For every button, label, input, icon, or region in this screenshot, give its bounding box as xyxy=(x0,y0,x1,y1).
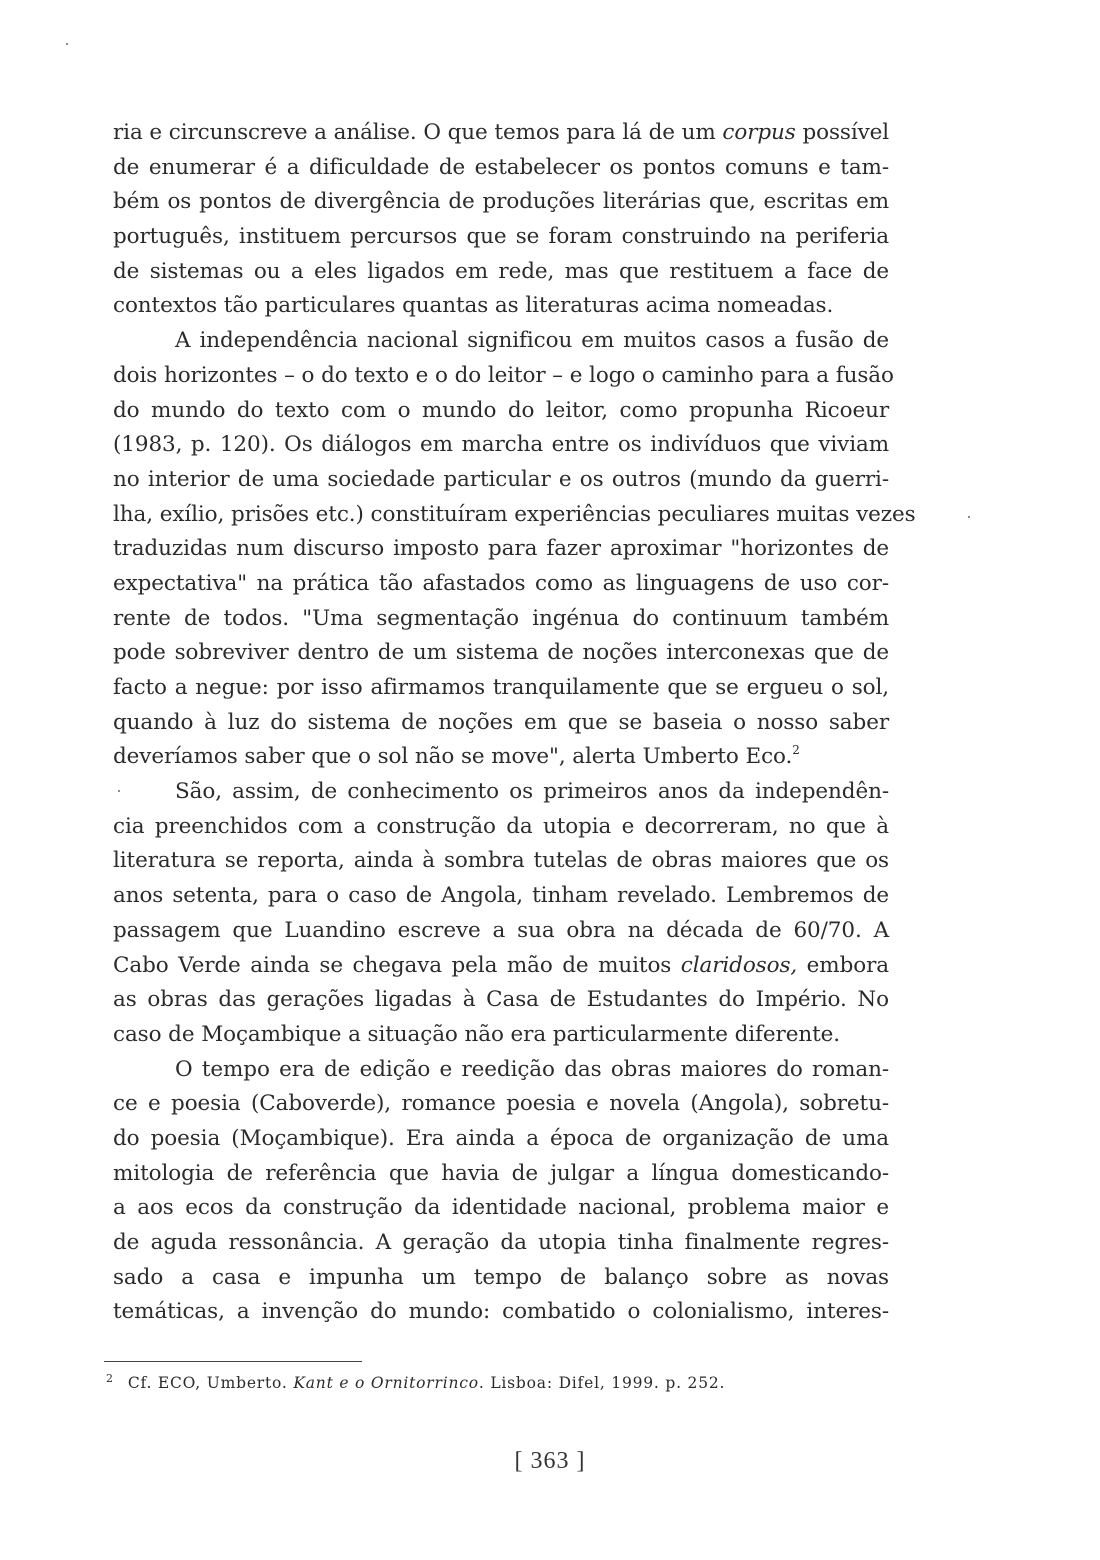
text-line xyxy=(113,567,889,602)
italic-run: corpus xyxy=(722,120,796,145)
paragraph xyxy=(113,324,916,775)
text-line xyxy=(113,151,889,186)
footnote-text-before: Cf. ECO, Umberto. xyxy=(127,1374,294,1392)
text-run: facto a negue: por isso afirmamos tranquilamente que se ergueu o sol, xyxy=(113,675,889,700)
text-line xyxy=(113,220,889,255)
footnote-rule xyxy=(104,1361,362,1362)
footnote-title: Kant e o Ornitorrinco xyxy=(293,1374,479,1392)
text-line xyxy=(113,949,889,984)
text-run: de aguda ressonância. A geração da utopia tinha finalmente regres- xyxy=(113,1230,889,1255)
text-run: pode sobreviver dentro de um sistema de noções interconexas que de xyxy=(113,640,889,666)
text-run: A independência nacional significou em muitos casos a fusão de xyxy=(175,328,889,354)
text-run: rente de todos. "Uma segmentação ingénua do continuum também xyxy=(113,605,889,631)
text-line xyxy=(113,116,889,151)
text-line xyxy=(113,706,889,741)
text-line xyxy=(113,185,889,220)
text-run: bém os pontos de divergência de produções literárias que, escritas em xyxy=(113,189,889,215)
text-line xyxy=(113,671,889,706)
text-run: deveríamos saber que o sol não se move", alerta Umberto Eco. xyxy=(113,744,793,770)
footnote-reference: 2 xyxy=(792,743,800,758)
text-line xyxy=(113,1295,889,1330)
footnote-text-after: . Lisboa: Difel, 1999. p. 252. xyxy=(478,1374,726,1392)
text-line xyxy=(113,1053,889,1088)
text-run: de enumerar é a dificuldade de estabelecer os pontos comuns e tam- xyxy=(113,154,889,180)
text-run: traduzidas num discurso imposto para fazer aproximar "horizontes de xyxy=(113,536,889,562)
paragraph xyxy=(113,1053,889,1331)
page-number: [ 363 ] xyxy=(514,1448,586,1474)
text-line xyxy=(113,532,889,567)
text-line xyxy=(113,463,889,498)
footnote xyxy=(106,1372,725,1392)
text-line xyxy=(113,879,889,914)
paragraph xyxy=(113,116,889,324)
text-line xyxy=(113,498,916,533)
text-line xyxy=(113,1191,889,1226)
text-line xyxy=(113,1087,889,1122)
text-line xyxy=(113,324,889,359)
text-run: ria e circunscreve a análise. O que temos para lá de um xyxy=(113,120,723,145)
text-line xyxy=(113,602,889,637)
text-line xyxy=(113,1157,889,1192)
text-line xyxy=(113,428,889,463)
text-line xyxy=(113,1261,889,1296)
text-run: cia preenchidos com a construção da utopia e decorreram, no que à xyxy=(113,813,889,839)
text-line xyxy=(113,359,894,394)
text-run: a aos ecos da construção da identidade nacional, problema maior e xyxy=(113,1195,889,1221)
text-run: ce e poesia (Caboverde), romance poesia e novela (Angola), sobretu- xyxy=(113,1091,889,1117)
text-run: de sistemas ou a eles ligados em rede, mas que restituem a face de xyxy=(113,258,889,284)
text-line xyxy=(113,775,889,810)
text-run: dois horizontes – o do texto e o do leitor – e logo o caminho para a fusão xyxy=(113,362,894,388)
scan-speck xyxy=(66,43,68,45)
text-run: no interior de uma sociedade particular e os outros (mundo da guerri- xyxy=(113,466,889,492)
text-run: embora xyxy=(797,952,889,978)
text-run: possível xyxy=(795,120,890,145)
body-text xyxy=(113,116,916,1330)
text-run: as obras das gerações ligadas à Casa de Estudantes do Império. No xyxy=(113,987,889,1013)
text-line xyxy=(113,636,889,671)
text-line xyxy=(113,394,889,429)
text-run: português, instituem percursos que se foram construindo na periferia xyxy=(113,224,889,250)
text-run: lha, exílio, prisões etc.) constituíram experiências peculiares muitas vezes xyxy=(113,501,916,527)
italic-run: claridosos, xyxy=(680,952,798,978)
text-line xyxy=(113,810,889,845)
scan-speck xyxy=(968,516,970,518)
text-line xyxy=(113,255,889,290)
text-run: caso de Moçambique a situação não era particularmente diferente. xyxy=(113,1021,840,1047)
text-line xyxy=(113,1018,889,1053)
text-run: anos setenta, para o caso de Angola, tinham revelado. Lembremos de xyxy=(113,883,889,909)
text-line xyxy=(113,844,889,879)
text-run: expectativa" na prática tão afastados como as linguagens de uso cor- xyxy=(113,570,889,596)
text-line xyxy=(113,740,889,775)
text-run: sado a casa e impunha um tempo de balanço sobre as novas xyxy=(113,1264,889,1290)
text-line xyxy=(113,983,889,1018)
text-run: do poesia (Moçambique). Era ainda a época de organização de uma xyxy=(113,1125,889,1151)
text-run: passagem que Luandino escreve a sua obra na década de 60/70. A xyxy=(113,917,889,943)
text-run: O tempo era de edição e reedição das obras maiores do roman- xyxy=(175,1056,889,1082)
text-run: literatura se reporta, ainda à sombra tutelas de obras maiores que os xyxy=(113,848,889,874)
text-line xyxy=(113,914,889,949)
footnote-mark: 2 xyxy=(106,1372,114,1385)
text-run: (1983, p. 120). Os diálogos em marcha entre os indivíduos que viviam xyxy=(113,432,889,458)
text-run: São, assim, de conhecimento os primeiros anos da independên- xyxy=(175,779,889,805)
text-run: Cabo Verde ainda se chegava pela mão de muitos xyxy=(113,952,681,978)
text-run: quando à luz do sistema de noções em que se baseia o nosso saber xyxy=(113,709,889,735)
text-run: do mundo do texto com o mundo do leitor, como propunha Ricoeur xyxy=(113,397,889,423)
paragraph xyxy=(113,775,889,1053)
text-run: mitologia de referência que havia de julgar a língua domesticando- xyxy=(113,1160,889,1186)
text-run: temáticas, a invenção do mundo: combatido o colonialismo, interes- xyxy=(113,1299,889,1325)
text-run: contextos tão particulares quantas as literaturas acima nomeadas. xyxy=(113,293,834,319)
text-line xyxy=(113,1226,889,1261)
text-line xyxy=(113,289,889,324)
text-line xyxy=(113,1122,889,1157)
